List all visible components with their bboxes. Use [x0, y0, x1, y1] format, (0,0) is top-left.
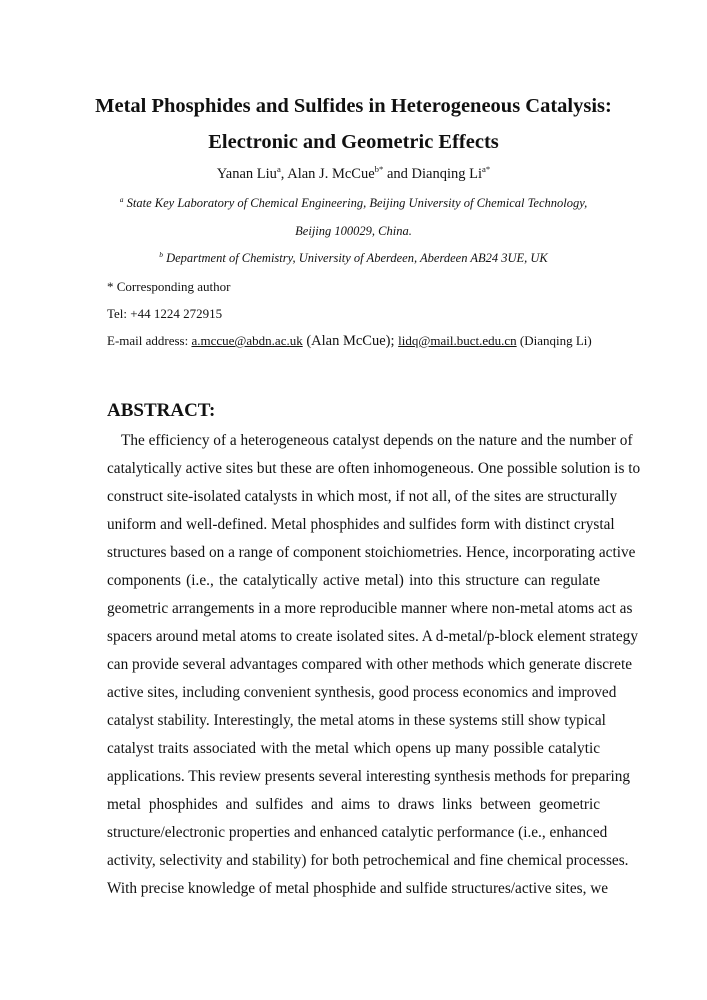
- affiliation-a-line-1: [0, 196, 707, 211]
- author-affiliation-mark: a*: [482, 164, 491, 175]
- author-name: Alan J. McCue: [287, 166, 375, 182]
- affiliation-mark: b: [159, 249, 163, 259]
- abstract-line: uniform and well-defined. Metal phosphides and sulfides form with distinct crystal: [107, 516, 615, 533]
- telephone: Tel: +44 1224 272915: [107, 306, 223, 321]
- abstract-line: can provide several advantages compared with other methods which generate discrete: [107, 656, 632, 673]
- email-label: E-mail address:: [107, 333, 192, 348]
- abstract-line: active sites, including convenient synthesis, good process economics and improved: [107, 684, 617, 701]
- abstract-line: The efficiency of a heterogeneous catalyst depends on the nature and the number of: [121, 432, 633, 449]
- corresponding-author-note: * Corresponding author: [107, 279, 231, 294]
- paper-title-line-2: Electronic and Geometric Effects: [208, 131, 499, 153]
- email-owner-li: (Dianqing Li): [516, 333, 592, 348]
- affiliation-a-line-2: Beijing 100029, China.: [295, 224, 412, 238]
- paper-title-line-1: Metal Phosphides and Sulfides in Heterogeneous Catalysis:: [95, 95, 612, 117]
- author-separator: and: [383, 166, 412, 182]
- author-affiliation-mark: a: [276, 164, 281, 175]
- affiliation-text: State Key Laboratory of Chemical Engineering, Beijing University of Chemical Technology,: [123, 196, 588, 210]
- author-separator: ,: [280, 166, 288, 182]
- affiliation-text: Department of Chemistry, University of Aberdeen, Aberdeen AB24 3UE, UK: [162, 251, 548, 265]
- abstract-line: metal phosphides and sulfides and aims to draws links between geometric: [107, 796, 600, 813]
- abstract-line: construct site-isolated catalysts in which most, if not all, of the sites are structurally: [107, 488, 618, 505]
- abstract-heading: ABSTRACT:: [107, 400, 216, 421]
- author-name: Dianqing Li: [411, 166, 482, 182]
- email-link-mccue[interactable]: a.mccue@abdn.ac.uk: [191, 333, 303, 348]
- abstract-line: applications. This review presents several interesting synthesis methods for preparing: [107, 768, 631, 785]
- affiliation-b: [0, 251, 707, 266]
- author-list: [0, 166, 707, 183]
- abstract-line: catalyst stability. Interestingly, the metal atoms in these systems still show typical: [107, 712, 606, 729]
- abstract-line: geometric arrangements in a more reproducible manner where non-metal atoms act as: [107, 600, 633, 617]
- affiliation-mark: a: [119, 194, 124, 204]
- abstract-line: catalytically active sites but these are often inhomogeneous. One possible solution is to: [107, 460, 641, 477]
- abstract-line: catalyst traits associated with the metal which opens up many possible catalytic: [107, 740, 600, 757]
- abstract-line: activity, selectivity and stability) for both petrochemical and fine chemical processes.: [107, 852, 629, 869]
- abstract-line: With precise knowledge of metal phosphide and sulfide structures/active sites, we: [107, 880, 609, 897]
- email-owner-mccue: (Alan McCue);: [302, 333, 399, 349]
- author-affiliation-mark: b*: [374, 164, 384, 175]
- email-addresses: [107, 333, 592, 350]
- author-name: Yanan Liu: [216, 166, 277, 182]
- abstract-line: structures based on a range of component stoichiometries. Hence, incorporating active: [107, 544, 636, 561]
- email-link-li[interactable]: lidq@mail.buct.edu.cn: [398, 333, 517, 348]
- abstract-line: components (i.e., the catalytically active metal) into this structure can regulate: [107, 572, 600, 589]
- abstract-line: spacers around metal atoms to create isolated sites. A d-metal/p-block element strategy: [107, 628, 638, 645]
- abstract-line: structure/electronic properties and enhanced catalytic performance (i.e., enhanced: [107, 824, 608, 841]
